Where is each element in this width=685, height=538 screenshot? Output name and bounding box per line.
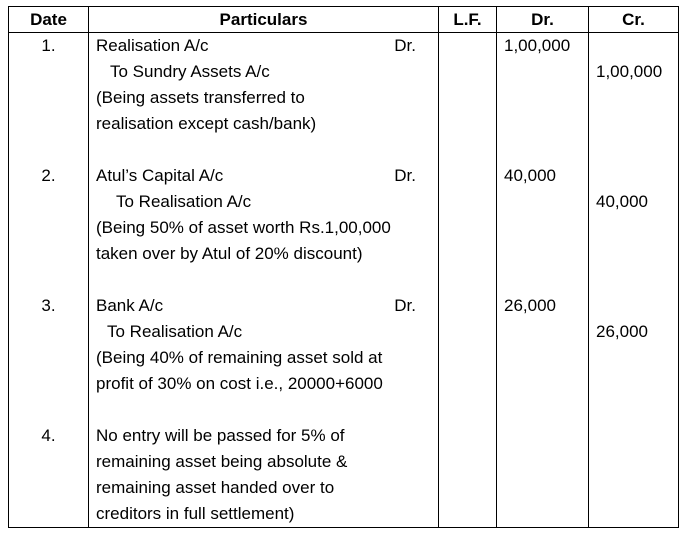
header-particulars: Particulars [89, 7, 439, 33]
cr-amount-cell [589, 423, 679, 528]
entry-number-cell [9, 423, 89, 528]
cr-amount-cell [589, 33, 679, 164]
particulars-cell [89, 293, 439, 423]
lf-cell [439, 293, 497, 423]
particulars-cell [89, 163, 439, 293]
debit-line [96, 33, 438, 59]
narration-line: taken over by Atul of 20% discount) [96, 244, 363, 263]
table-header-row [9, 7, 679, 33]
entry-number-cell [9, 163, 89, 293]
credit-account: To Sundry Assets A/c [110, 62, 270, 81]
table-row [9, 163, 679, 293]
cr-amount-cell [589, 293, 679, 423]
dr-amount: 1,00,000 [504, 36, 571, 55]
credit-account: To Realisation A/c [107, 322, 243, 341]
entry-number: 1. [41, 36, 56, 55]
dr-amount-cell [497, 293, 589, 423]
debit-account: Atul’s Capital A/c [96, 166, 224, 185]
lf-cell [439, 163, 497, 293]
dr-amount: 26,000 [504, 296, 556, 315]
cr-amount: 26,000 [596, 322, 648, 341]
note-line: No entry will be passed for 5% of [96, 426, 345, 445]
note-line: remaining asset handed over to [96, 478, 335, 497]
credit-account: To Realisation A/c [116, 192, 252, 211]
narration-line: realisation except cash/bank) [96, 114, 317, 133]
narration-line: profit of 30% on cost i.e., 20000+6000 [96, 374, 383, 393]
table-row [9, 423, 679, 528]
table-row [9, 33, 679, 164]
dr-amount: 40,000 [504, 166, 556, 185]
narration-line: (Being assets transferred to [96, 88, 305, 107]
entry-number-cell [9, 33, 89, 164]
journal-entries-table [8, 6, 679, 528]
narration-line: (Being 40% of remaining asset sold at [96, 348, 383, 367]
particulars-cell [89, 33, 439, 164]
header-cr: Cr. [589, 7, 679, 33]
entry-number-cell [9, 293, 89, 423]
entry-number: 4. [41, 426, 56, 445]
lf-cell [439, 33, 497, 164]
header-date: Date [9, 7, 89, 33]
particulars-cell [89, 423, 439, 528]
header-lf: L.F. [439, 7, 497, 33]
debit-line [96, 293, 438, 319]
lf-cell [439, 423, 497, 528]
dr-amount-cell [497, 423, 589, 528]
cr-amount-cell [589, 163, 679, 293]
entry-number: 3. [41, 296, 56, 315]
narration-line: (Being 50% of asset worth Rs.1,00,000 [96, 218, 391, 237]
dr-mark: Dr. [394, 166, 416, 185]
dr-mark: Dr. [394, 296, 416, 315]
debit-account: Bank A/c [96, 296, 164, 315]
dr-mark: Dr. [394, 36, 416, 55]
debit-account: Realisation A/c [96, 36, 209, 55]
entry-number: 2. [41, 166, 56, 185]
note-line: creditors in full settlement) [96, 504, 295, 523]
cr-amount: 40,000 [596, 192, 648, 211]
debit-line [96, 163, 438, 189]
table-row [9, 293, 679, 423]
dr-amount-cell [497, 33, 589, 164]
cr-amount: 1,00,000 [596, 62, 663, 81]
note-line: remaining asset being absolute & [96, 452, 348, 471]
header-dr: Dr. [497, 7, 589, 33]
dr-amount-cell [497, 163, 589, 293]
